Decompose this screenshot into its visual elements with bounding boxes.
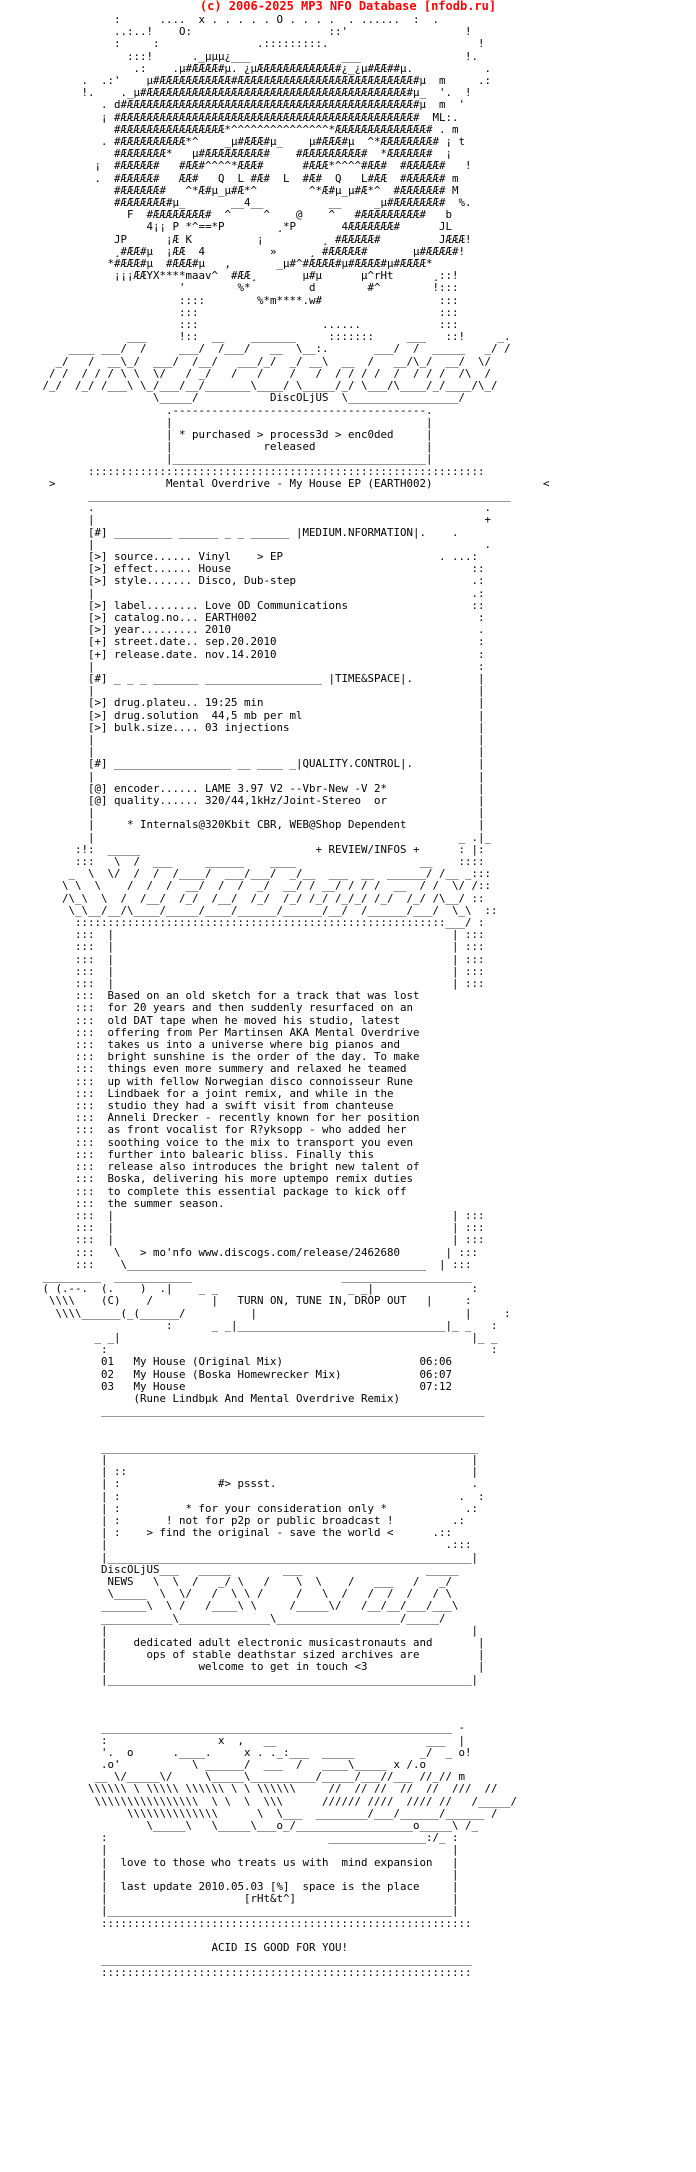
divider-rule-underline: _________________________________________________________________ — [88, 488, 511, 502]
pssst-news-block: __________________________________________________________ | | | :: | | : #> pssst. . | : . : | : * for your consideration only * .: | : ! not for p2p or public broadcast ! .: | : > find the original - save the world < .:: | .::: |________________________________________________________| DiscOLjUS___ _____ ___ _____ NEWS \ \ / _/ \ / \ \ / ___ / _/ \_____ \ \/ / \ \ / / \ / / / / / \ _______\ \ / /____\ \ /_____\/ /__/__/___/___\ ___________\______________\___________________/_____/ | | | dedicated adult electronic musicastronauts and | | ops of stable deathstar sized archives are | | welcome to get in touch <3 | |________________________________________________________| — [101, 1440, 485, 1686]
release-status-box: .---------------------------------------. | | | * purchased > process3d > enc0ded | | released | |_______________________________________| — [166, 403, 433, 466]
tracklist: 01 My House (Original Mix) 06:06 02 My House (Boska Homewrecker Mix) 06:07 03 My House 07:12 (Rune Lindbµk And Mental Overdrive Remix) ___________________________________________________________ — [101, 1355, 485, 1418]
review-text: ::: Based on an old sketch for a track that was lost ::: for 20 years and then suddenly resurfaced on an ::: old DAT tape when he moved his studio, latest ::: offering from Per Martinsen AKA Mental Overdrive ::: takes us into a universe where big pianos and ::: bright sunshine is the order of the day. To make ::: things even more summery and relaxed he teamed ::: up with fellow Norwegian disco connoisseur Rune ::: Lindbaek for a joint remix, and while in the ::: studio they had a swift visit from chanteuse ::: Anneli Drecker - recently known for her position ::: as front vocalist for R?yksopp - who added her ::: soothing voice to the mix to transport you even ::: further into balearic bliss. Finally this ::: release also introduces the bright new talent of ::: Boska, delivering his more uptempo remix duties ::: to complete this essential package to kick off ::: the summer season. ::: | | ::: ::: | | ::: ::: | | ::: ::: \ > mo'nfo www.discogs.com/release/2462680 | ::: ::: \______________________________________________ | ::: — [75, 989, 485, 1271]
release-information-block: . . | + [#] _________ ______ _ _ ______ |MEDIUM.NFORMATION|. . | . [>] source...... Vinyl > EP . ...: [>] effect...... House :: [>] style....... Disco, Dub-step .: | .: [>] label........ Love OD Communications :: [>] catalog.no... EARTH002 : [>] year......... 2010 . [+] street.date.. sep.20.2010 : [+] release.date. nov.14.2010 : | : [#] _ _ _ _______ __________________ |TIME&SPACE|. | | | [>] drug.plateu.. 19:25 min | [>] drug.solution 44,5 mb per ml | [>] bulk.size.... 03 injections | | | | | [#] __________________ __ ____ _|QUALITY.CONTROL|. | | | [@] encoder...... LAME 3.97 V2 --Vbr-New -V 2* | [@] quality...... 320/44,1kHz/Joint-Stereo or | | | | * Internals@320Kbit CBR, WEB@Shop Dependent | | _ .|_ :!: _____ + REVIEW/INFOS + : |: ::: \ / ___ ______ ____ __ :::: _ \ \/ / / /____/ ___/___/ _/__ ___ __ ______/ /__ _::: \ \ \ / / / __/ / / _/ __/ / __/ / / / __ / / \/ /:: /\_\ \ / /__/ /_/ /__/ /_/ /_/ /_/ /_/_/ /_/ /_/ /\__/ :: \_\__/__/\____/_____/____/______/______/__/ /______/___/ \_\ :: :::::::::::::::::::::::::::::::::::::::::::::::::::::::::___/ : ::: | | ::: ::: | | ::: ::: | | ::: ::: | | ::: ::: | | ::: — [62, 501, 498, 991]
header-ascii-logo: : .... x . . . . . O . . . . . ...... : . ..:..! O: ::' ! : : .:::::::::. ! :::! ._µµµ¿___ ___ !. .: .µ#ÆÆÆÆ#µ. ¿µÆÆÆÆÆÆÆÆÆÆÆÆ#¿_¿µ#ÆÆ##µ. . . .:' µ#ÆÆÆÆÆÆÆÆÆÆÆ#ÆÆÆÆÆÆÆÆÆÆÆÆÆÆÆÆÆÆÆÆÆÆÆÆÆÆÆ#µ m .: !. ._µ#ÆÆÆÆÆÆÆÆÆÆÆÆÆÆÆÆÆÆÆÆÆÆÆÆÆÆÆÆÆÆÆÆÆÆÆÆÆÆÆÆ#µ_ '. ! . d#ÆÆÆÆÆÆÆÆÆÆÆÆÆÆÆÆÆÆÆÆÆÆÆÆÆÆÆÆÆÆÆÆÆÆÆÆÆÆÆÆÆÆÆÆ#µ m ' ¡ #ÆÆÆÆÆÆÆÆÆÆÆÆÆÆÆÆÆÆÆÆÆÆÆÆÆÆÆÆÆÆÆÆÆÆÆÆÆÆÆÆÆÆÆÆÆ# ML:. #ÆÆÆÆÆÆÆÆÆÆÆÆÆÆÆÆ*^^^^^^^^^^^^^^^*ÆÆÆÆÆÆÆÆÆÆÆÆÆÆ# . m . #ÆÆÆÆÆÆÆÆÆÆ*^ _µ#ÆÆÆ#µ_ µ#ÆÆÆ#µ ^*ÆÆÆÆÆÆÆÆ# ¡ t #ÆÆÆÆÆÆÆ* µ#ÆÆÆÆÆÆÆÆÆ# #ÆÆÆÆÆÆÆÆÆ# *ÆÆÆÆÆÆ# ¡ ¡ #ÆÆÆÆÆ# #ÆÆ#^^^^*ÆÆÆ# #ÆÆÆ*^^^^#ÆÆ# #ÆÆÆÆÆ# ! . #ÆÆÆÆÆ# ÆÆ# Q L #Æ# L #Æ# Q L#ÆÆ #ÆÆÆÆÆ# m #ÆÆÆÆÆÆ# ^*Æ#µ_µ#Æ*^ ^*Æ#µ_µ#Æ*^ #ÆÆÆÆÆÆ# M #ÆÆÆÆÆÆÆ#µ_ __4__ __ _µ#ÆÆÆÆÆÆÆ# %. F #ÆÆÆÆÆÆÆÆ# ^ ^ @ ^ #ÆÆÆÆÆÆÆÆÆ# b 4¡¡ P *^==*P ¸*P 4ÆÆÆÆÆÆÆ# JL JP ¡Æ K ¡ ¸ #ÆÆÆÆÆ# JÆÆÆ! ¸#ÆÆ#µ ¡ÆÆ 4 » ¸ #ÆÆÆÆÆ# µ#ÆÆÆÆ#! *#ÆÆÆ#µ #ÆÆÆ#µ , _µ#^#ÆÆÆÆ#µ#ÆÆÆÆ#µ#ÆÆÆÆ* ¡¡¡ÆÆYX****maav^ #ÆÆ¸ µ#µ µ^rHt ¸::! ' %* d #^ !::: :::: %*m****.w# ::: ::: ::: ::: ...... ::: ___ !:: __ _______ ::::::: ___ ::! _. ____ ___/ / ___/ /___/ __ \__:. ___/ / _____ _/ / _/ / __\_/ ___/ /__/ ___/_/ _/ __\ __ / __/\_/ __/ \/ / / / / / \ \ \/ / _/ / / / / / / / / / / / / /\ / /_/ /_/ /___\ \_/___/__/_______\____/ \_____/_/ \___/\____/_/____/\_/ \_____/ DiscOLjUS \_________________/ — [42, 13, 511, 405]
footer-ascii-art: ______________________________________________________ - : x , __ ___ | '. o .____. x . ._:___ _____ _/ _ o! .o' \ ______/ ___ / ____\_____ x /.o __ \/_____\/ \_____\__________/_____/___//___ //_// m \\\\\\ \ \\\\\ \\\\\\ \ \ \\\\\\ // // // // // /// // \\\\\\\\\\\\\\\\ \ \ \ \\\ ////// //// //// // /_____/ \\\\\\\\\\\\\\ \ \___ ________/___/______/______ / \_____\ \_____\___o_/__________________o_____\ /_ : _______________:/_ : | | | love to those who treats us with mind expansion | | | | last update 2010.05.03 [%] space is the place | | [rHt&t^] | |_____________________________________________________| ::::::::::::::::::::::::::::::::::::::::::::::::::::::::: ACID IS GOOD FOR YOU! _________________________________________________________ ::::::::::::::::::::::::::::::::::::::::::::::::::::::::: — [88, 1721, 518, 1979]
tracklist-header: _________ ____________ ____________________ ( (.--. (. ) .| _ _ _ _| : \\\\ (C) / | TURN ON, TUNE IN, DROP OUT | : \\\\______(_(______/ | | : : _ _|________________________________|_ _ : _ _| |_ _ : : — [42, 1269, 511, 1357]
divider-rule: ::::::::::::::::::::::::::::::::::::::::::::::::::::::::::::: — [88, 464, 485, 478]
release-title: > Mental Overdrive - My House EP (EARTH002) < — [49, 476, 550, 490]
nfodb-copyright-banner[interactable]: (c) 2006-2025 MP3 NFO Database [nfodb.ru] — [199, 0, 497, 13]
